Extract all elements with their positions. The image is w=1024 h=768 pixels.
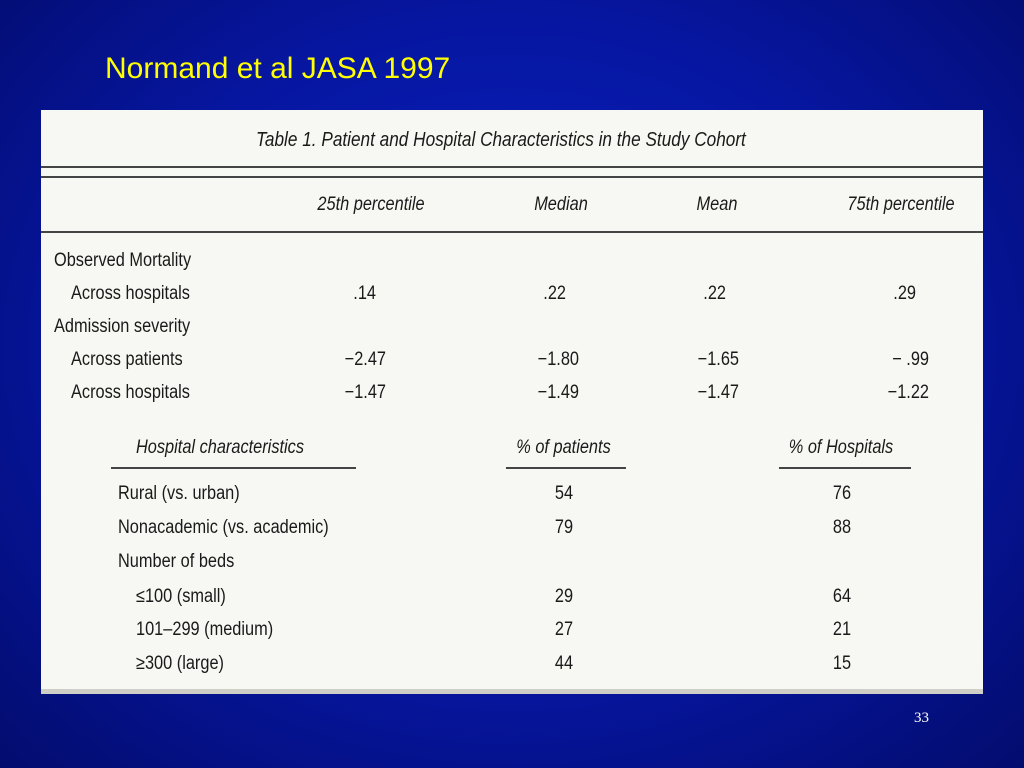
table-image [41, 110, 983, 694]
rule-hospital-characteristics [111, 467, 356, 469]
group-label-observed-mortality: Observed Mortality [54, 250, 192, 271]
table-cell: 15 [832, 653, 852, 674]
table-caption: Table 1. Patient and Hospital Characteristics in the Study Cohort [256, 129, 746, 151]
table-cell: − .99 [892, 349, 929, 370]
table-cell: 21 [832, 619, 852, 640]
table-cell: 54 [554, 483, 574, 504]
rule-pct-patients [506, 467, 626, 469]
table-cell: 44 [554, 653, 574, 674]
table-cell: −1.22 [887, 382, 929, 403]
table-cell: 76 [832, 483, 852, 504]
table-cell: −1.47 [697, 382, 739, 403]
header-pct-patients: % of patients [516, 437, 611, 458]
table-cell: 88 [832, 517, 852, 538]
table-cell: 29 [554, 586, 574, 607]
hospital-row-label: Nonacademic (vs. academic) [118, 517, 329, 538]
hospital-row-label: Rural (vs. urban) [118, 483, 240, 504]
header-median: Median [534, 194, 588, 215]
rule-header-bottom [41, 231, 983, 233]
rule-pct-hospitals [779, 467, 911, 469]
table-cell: −1.65 [697, 349, 739, 370]
table-cell: .22 [543, 283, 566, 304]
slide-title: Normand et al JASA 1997 [105, 52, 451, 85]
table-cell: 27 [554, 619, 574, 640]
header-25th-percentile: 25th percentile [317, 194, 425, 215]
header-75th-percentile: 75th percentile [847, 194, 955, 215]
row-label: Across patients [71, 349, 183, 370]
hospital-row-label: Number of beds [118, 551, 235, 572]
table-cell: −1.49 [537, 382, 579, 403]
header-pct-hospitals: % of Hospitals [788, 437, 894, 458]
slide-number: 33 [914, 710, 929, 726]
hospital-row-label: ≥300 (large) [136, 653, 224, 674]
table-cell: .29 [893, 283, 916, 304]
group-label-admission-severity: Admission severity [54, 316, 191, 337]
header-hospital-characteristics: Hospital characteristics [136, 437, 304, 458]
table-cell: .22 [703, 283, 726, 304]
rule-top-1 [41, 166, 983, 168]
table-cell: −1.47 [344, 382, 386, 403]
table-cell: 79 [554, 517, 574, 538]
rule-top-2 [41, 176, 983, 178]
row-label: Across hospitals [71, 283, 190, 304]
row-label: Across hospitals [71, 382, 190, 403]
table-cell: 64 [832, 586, 852, 607]
table-cell: −1.80 [537, 349, 579, 370]
table-cell: .14 [353, 283, 376, 304]
table-cell: −2.47 [344, 349, 386, 370]
hospital-row-label: 101–299 (medium) [136, 619, 274, 640]
header-mean: Mean [696, 194, 738, 215]
hospital-row-label: ≤100 (small) [136, 586, 226, 607]
